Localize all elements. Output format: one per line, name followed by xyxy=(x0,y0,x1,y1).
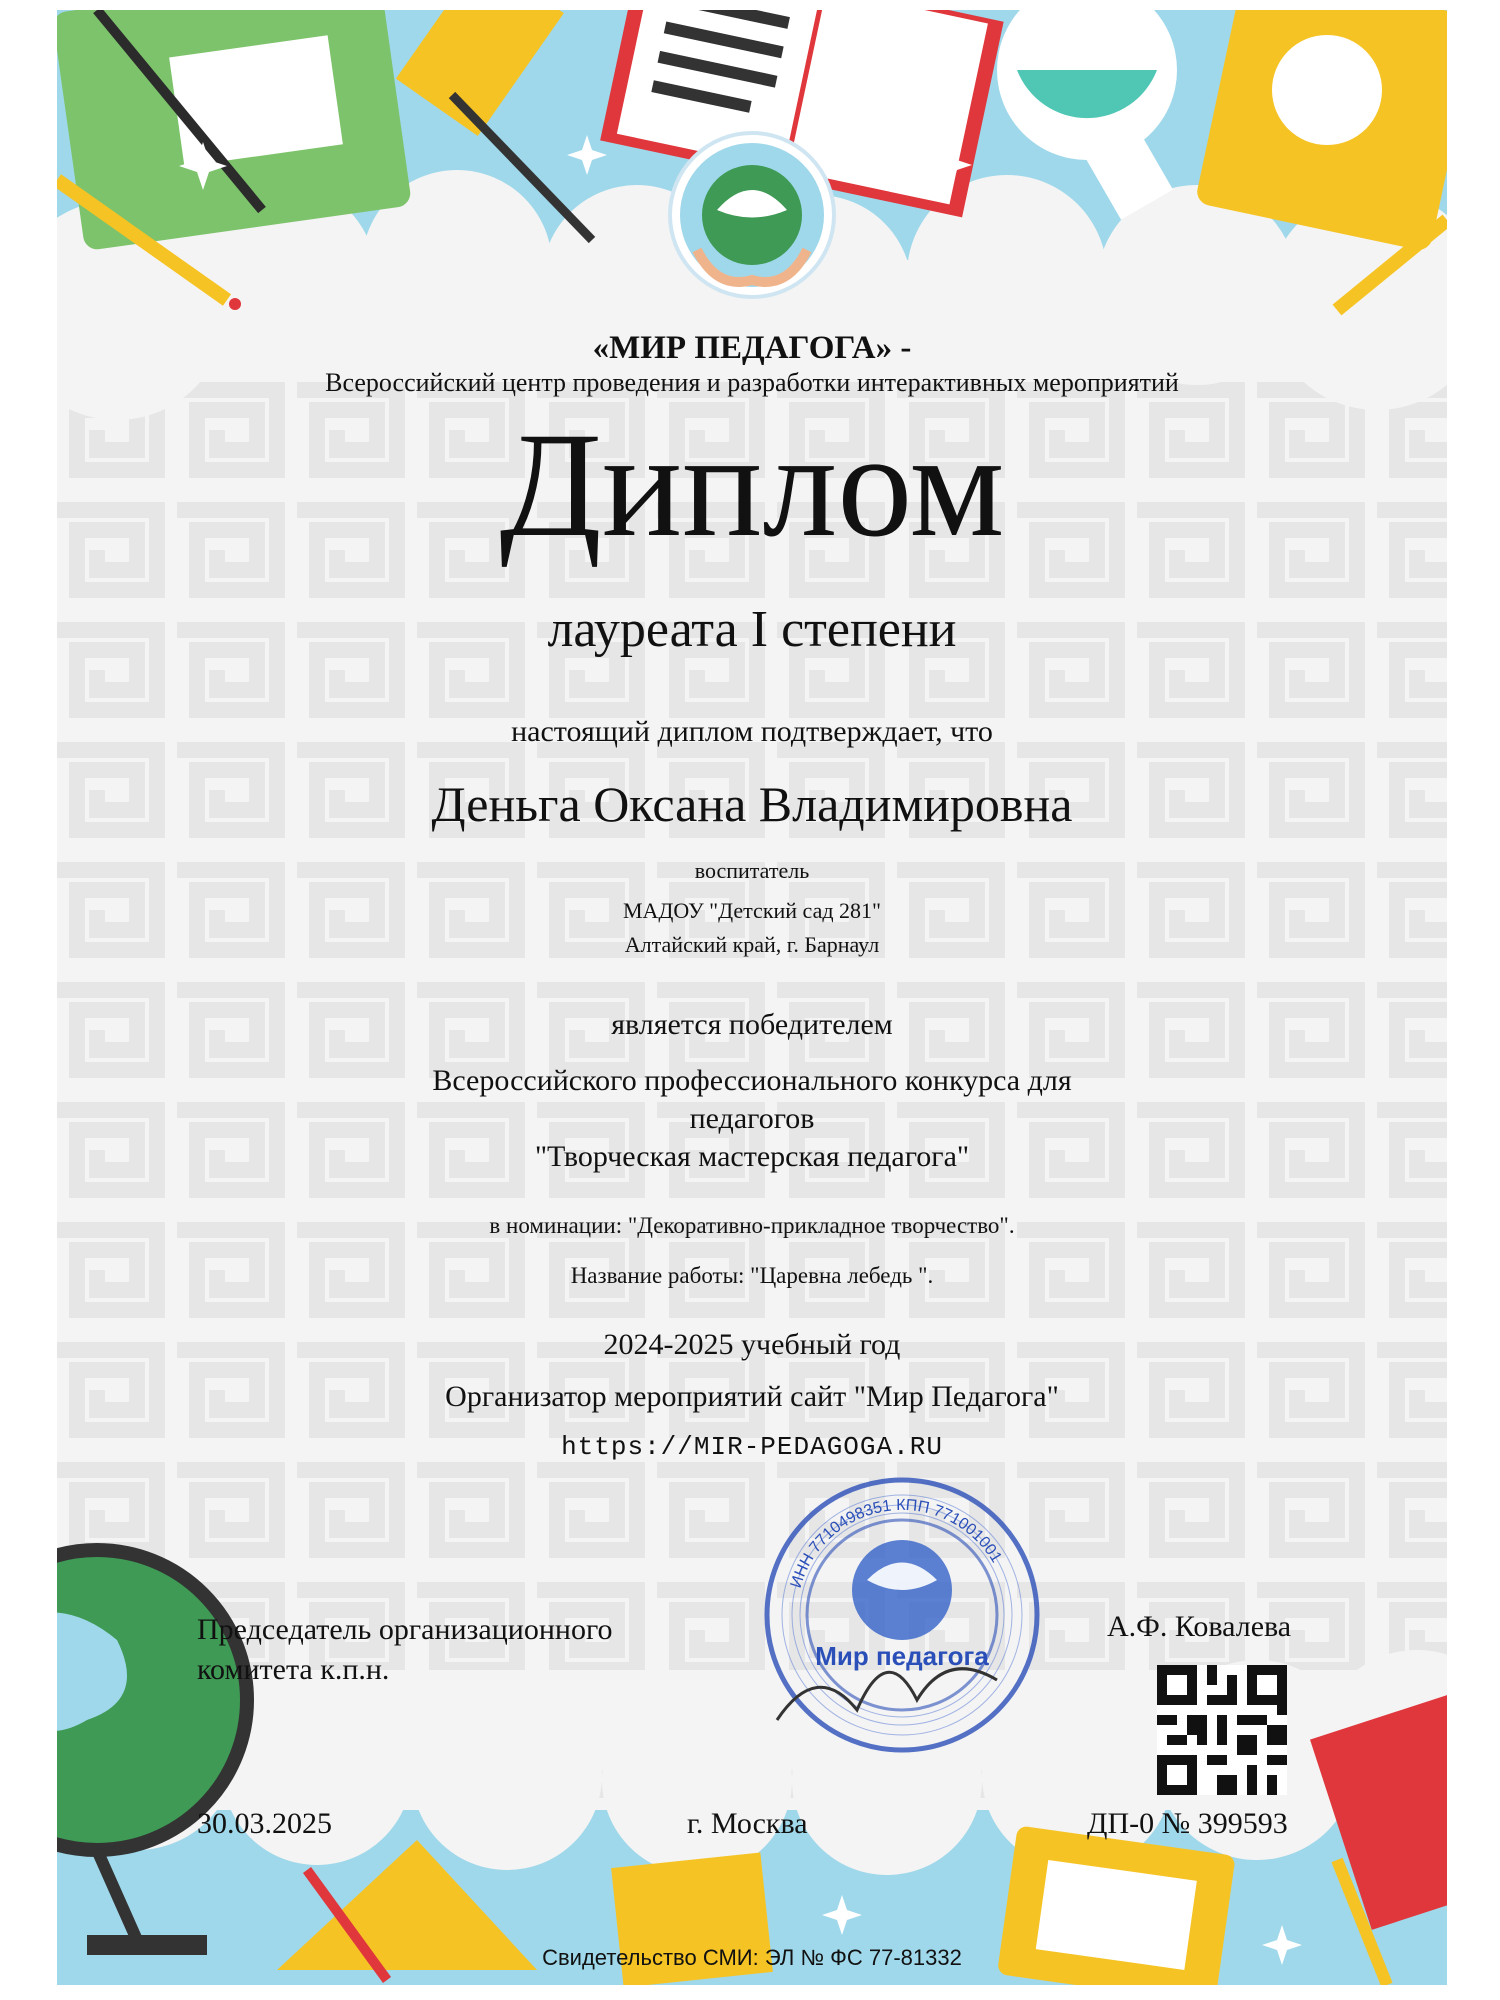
contest-line1: Всероссийского профессионального конкурса для xyxy=(432,1064,1072,1097)
recipient-position: воспитатель xyxy=(694,858,810,883)
confirm-text: настоящий диплом подтверждает, что xyxy=(511,715,993,748)
diploma-title: Диплом xyxy=(499,402,1005,568)
site-url: https://MIR-PEDAGOGA.RU xyxy=(561,1432,943,1462)
contest-description xyxy=(357,1062,1147,1176)
organization-name: «МИР ПЕДАГОГА» - xyxy=(592,330,912,366)
organizer: Организатор мероприятий сайт "Мир Педагога" xyxy=(445,1380,1059,1413)
diploma-sheet xyxy=(57,10,1447,1985)
issue-city: г. Москва xyxy=(687,1807,808,1840)
work-title: Название работы: "Царевна лебедь ". xyxy=(570,1263,934,1288)
nomination: в номинации: "Декоративно-прикладное творчество". xyxy=(489,1213,1015,1238)
logo-emblem xyxy=(670,133,834,297)
recipient-institution: МАДОУ "Детский сад 281" xyxy=(622,898,882,923)
diploma-degree: лауреата I степени xyxy=(547,601,957,658)
stamp-seal xyxy=(757,1470,1047,1760)
chairman-line2: комитета к.п.н. xyxy=(197,1653,390,1686)
recipient-location: Алтайский край, г. Барнаул xyxy=(624,932,880,957)
media-certificate: Свидетельство СМИ: ЭЛ № ФС 77-81332 xyxy=(542,1945,962,1970)
recipient-name: Деньга Оксана Владимировна xyxy=(431,776,1073,832)
qr-code-icon xyxy=(1157,1665,1287,1795)
stamp-label: Мир педагога xyxy=(815,1641,989,1671)
organization-subtitle: Всероссийский центр проведения и разработки интерактивных мероприятий xyxy=(325,368,1179,397)
winner-text: является победителем xyxy=(611,1008,893,1041)
signer-name: А.Ф. Ковалева xyxy=(1107,1610,1292,1643)
academic-year: 2024-2025 учебный год xyxy=(603,1328,901,1361)
chairman-line1: Председатель организационного xyxy=(197,1613,613,1646)
contest-name: "Творческая мастерская педагога" xyxy=(534,1140,970,1173)
diploma-number: ДП-0 № 399593 xyxy=(1087,1807,1288,1840)
contest-line2: педагогов xyxy=(689,1102,815,1135)
stamp-ring-text: ИНН 7710498351 КПП 771001001 xyxy=(787,1496,1005,1591)
issue-date: 30.03.2025 xyxy=(197,1807,332,1840)
chairman-title xyxy=(197,1610,613,1690)
